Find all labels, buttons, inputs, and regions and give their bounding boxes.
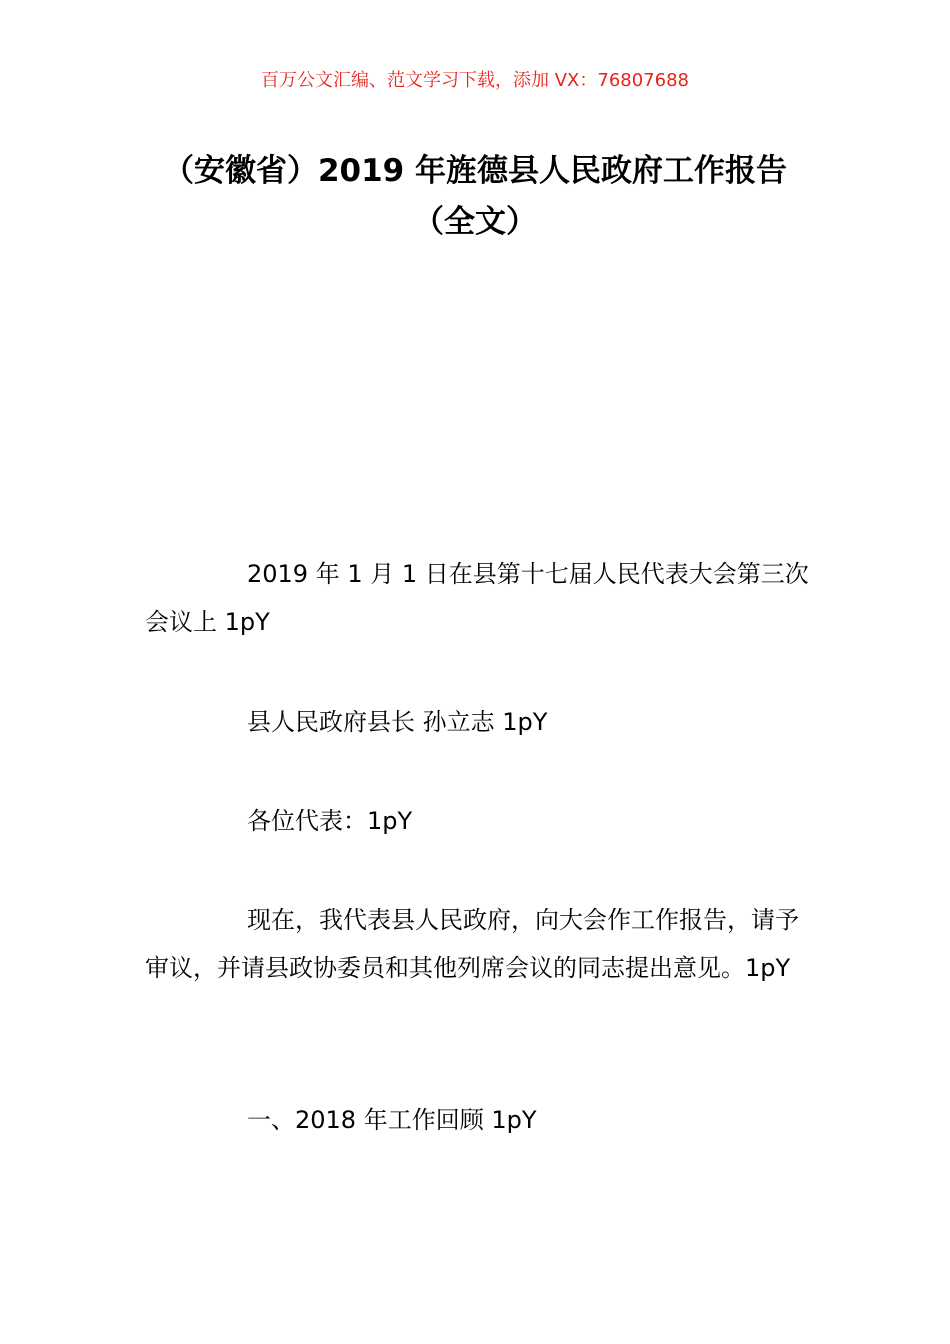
section-heading-paragraph: 一、2018 年工作回顾 1pY: [247, 1106, 537, 1134]
meeting-info-paragraph: 2019 年 1 月 1 日在县第十七届人民代表大会第三次会议上 1pY: [145, 560, 809, 636]
salutation-paragraph: 各位代表：1pY: [247, 807, 413, 835]
speaker-paragraph: 县人民政府县长 孙立志 1pY: [247, 708, 548, 736]
document-title: （安徽省）2019 年旌德县人民政府工作报告（全文）: [162, 153, 788, 240]
intro-paragraph: 现在，我代表县人民政府，向大会作工作报告，请予审议，并请县政协委员和其他列席会议的同志提出意见。1pY: [145, 906, 799, 982]
header-watermark-note: 百万公文汇编、范文学习下载，添加 VX：76807688: [261, 70, 689, 91]
